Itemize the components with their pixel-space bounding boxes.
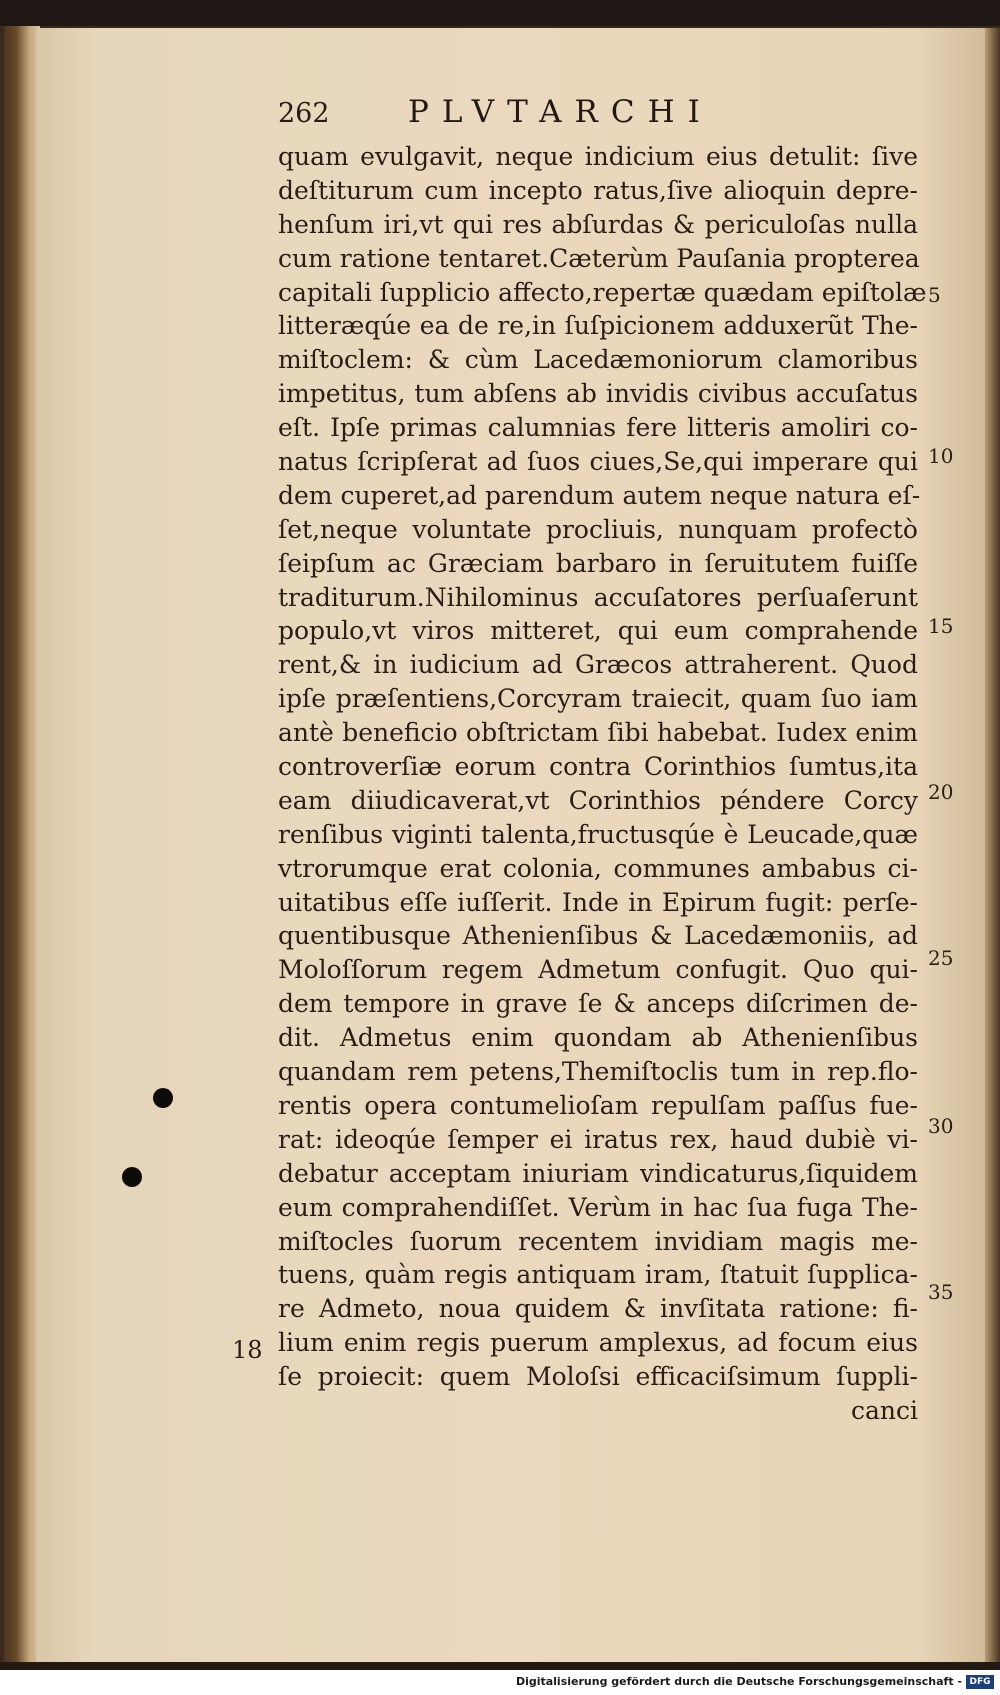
scan-bottom-shadow bbox=[0, 1662, 1000, 1670]
line-number: 35 bbox=[928, 1280, 954, 1304]
text-line: Moloſſorum regem Admetum confugit. Quo qui- bbox=[278, 955, 918, 985]
text-line: rentis opera contumelioſam repulſam paſſus fue- bbox=[278, 1090, 918, 1120]
text-line: traditurum.Nihilominus accuſatores perſuaſerunt bbox=[278, 582, 918, 612]
text-line: populo,vt viros mitteret, qui eum comprahende bbox=[278, 616, 918, 646]
text-line: dem cuperet,ad parendum autem neque natura eſ- bbox=[278, 480, 921, 510]
book-spine-edge bbox=[4, 26, 40, 1668]
line-number: 10 bbox=[928, 444, 954, 468]
text-line: dem tempore in grave ſe & anceps diſcrimen de- bbox=[278, 989, 918, 1019]
footer-credit: Digitalisierung gefördert durch die Deutsche Forschungsgemeinschaft - bbox=[515, 1675, 962, 1688]
line-number: 5 bbox=[928, 283, 941, 307]
line-number: 15 bbox=[928, 614, 954, 638]
text-line: litteræqúe ea de re,in ſuſpicionem adduxerũt The- bbox=[278, 311, 918, 341]
text-line: quam evulgavit, neque indicium eius detulit: ſive bbox=[278, 142, 918, 171]
text-block bbox=[278, 140, 927, 1428]
text-line: ſeipſum ac Græciam barbaro in ſeruitutem fuiſſe bbox=[278, 548, 918, 578]
text-line: controverſiæ eorum contra Corinthios ſumtus,ita bbox=[278, 752, 918, 782]
text-line: eum comprahendiſſet. Verùm in hac ſua fuga The- bbox=[278, 1192, 918, 1222]
running-head: PLVTARCHI bbox=[408, 94, 713, 130]
text-line: lium enim regis puerum amplexus, ad focum eius bbox=[278, 1328, 918, 1358]
text-line: dit. Admetus enim quondam ab Athenienſibus bbox=[278, 1023, 918, 1053]
footer-bar bbox=[0, 1670, 1000, 1695]
text-line: deſtiturum cum incepto ratus,ſive alioquin depre- bbox=[278, 175, 918, 205]
text-line: cum ratione tentaret.Cæterùm Pauſania propterea bbox=[278, 243, 920, 273]
text-line: ſe proiecit: quem Moloſsi efficaciſsimum ſuppli- bbox=[278, 1362, 918, 1392]
text-line: ſet,neque voluntate procliuis, nunquam profectò bbox=[278, 514, 918, 544]
text-line: capitali ſupplicio affecto,repertæ quædam epiſtolæ bbox=[278, 277, 927, 307]
text-line: antè beneficio obſtrictam ſibi habebat. Iudex enim bbox=[278, 718, 918, 748]
text-line: eſt. Ipſe primas calumnias fere litteris amoliri co- bbox=[278, 413, 918, 443]
dfg-logo: DFG bbox=[966, 1675, 994, 1689]
text-line: quandam rem petens,Themiſtoclis tum in rep.flo- bbox=[278, 1057, 918, 1087]
text-line: miſtocles ſuorum recentem invidiam magis me- bbox=[278, 1226, 918, 1256]
line-number: 20 bbox=[928, 780, 954, 804]
text-line: ipſe præſentiens,Corcyram traiecit, quam ſuo iam bbox=[278, 684, 918, 714]
page-right-edge bbox=[985, 28, 1000, 1668]
text-line: miſtoclem: & cùm Lacedæmoniorum clamoribus bbox=[278, 345, 918, 375]
text-line: re Admeto, noua quidem & invſitata ratione: fi- bbox=[278, 1294, 918, 1324]
text-line: impetitus, tum abſens ab invidis civibus accuſatus bbox=[278, 379, 918, 409]
text-line: rent,& in iudicium ad Græcos attraherent. Quod bbox=[278, 650, 918, 680]
line-number: 30 bbox=[928, 1114, 954, 1138]
text-line: natus ſcripſerat ad ſuos ciues,Se,qui imperare qui bbox=[278, 447, 918, 477]
margin-mark: 18 bbox=[232, 1336, 263, 1364]
ink-spot bbox=[153, 1088, 173, 1108]
text-line: vtrorumque erat colonia, communes ambabus ci- bbox=[278, 853, 918, 883]
text-line: eam diiudicaverat,vt Corinthios péndere Corcy bbox=[278, 785, 918, 815]
text-line: debatur acceptam iniuriam vindicaturus,ſiquidem bbox=[278, 1158, 918, 1188]
page-header bbox=[278, 94, 798, 140]
text-line: henſum iri,vt qui res abſurdas & periculoſas nulla bbox=[278, 209, 918, 239]
line-number: 25 bbox=[928, 946, 954, 970]
catchword: canci bbox=[850, 1395, 918, 1425]
text-line: quentibusque Athenienſibus & Lacedæmoniis, ad bbox=[278, 921, 918, 951]
page-number: 262 bbox=[278, 98, 330, 129]
text-line: uitatibus eſſe iuſſerit. Inde in Epirum fugit: perſe- bbox=[278, 887, 918, 917]
text-line: tuens, quàm regis antiquam iram, ſtatuit ſupplica- bbox=[278, 1260, 918, 1290]
text-line: rat: ideoqúe ſemper ei iratus rex, haud dubiè vi- bbox=[278, 1124, 918, 1154]
scan-top-shadow bbox=[0, 0, 1000, 26]
ink-spot bbox=[122, 1167, 142, 1187]
text-line: renſibus viginti talenta,fructusqúe è Leucade,quæ bbox=[278, 819, 918, 849]
